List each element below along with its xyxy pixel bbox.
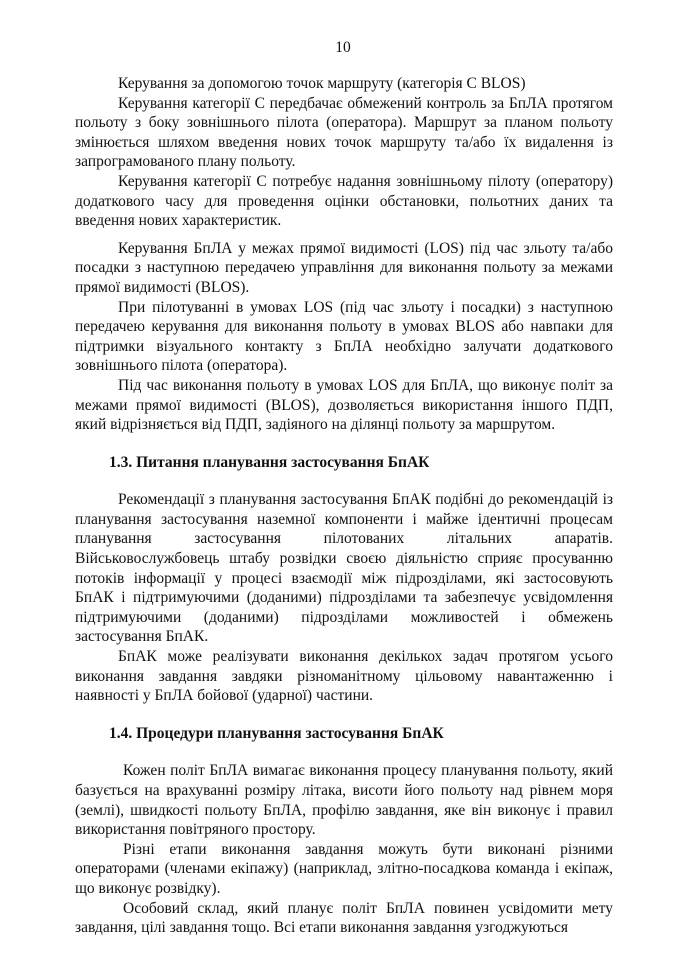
text-line: запрограмованого плану польоту. xyxy=(75,153,296,171)
section xyxy=(75,724,613,938)
text-line: потоків інформації у процесі взаємодії між підрозділами, які застосовують xyxy=(75,569,613,587)
text-line: При пілотуванні в умовах LOS (під час зльоту і посадки) з наступною xyxy=(118,298,613,316)
paragraph xyxy=(75,298,613,376)
text-line: передачею керування для виконання польоту в умовах BLOS або навпаки для xyxy=(75,318,613,336)
paragraph xyxy=(75,647,613,706)
text-line: наявності у БпЛА бойової (ударної) частини. xyxy=(75,687,374,705)
text-line: підтримуючими (доданими) підрозділами можливостей і обмежень xyxy=(75,608,613,626)
document-body xyxy=(75,74,613,938)
text-line: підтримки візуального контакту з БпЛА необхідно залучати додаткового xyxy=(75,337,613,355)
section-gap xyxy=(75,435,613,453)
text-line: завдання, цілі завдання тощо. Всі етапи виконання завдання узгоджуються xyxy=(75,919,569,937)
text-line: посадки з наступною передачею управління для виконання польоту за межами xyxy=(75,259,613,277)
section-gap xyxy=(75,706,613,724)
section-heading: 1.3. Питання планування застосування БпАК xyxy=(109,453,430,471)
text-line: Військовослужбовець штабу розвідки своєю діяльністю сприяє просуванню xyxy=(75,550,613,568)
paragraph xyxy=(75,74,613,94)
text-line: планування застосування пілотованих літальних апаратів. xyxy=(75,530,613,548)
text-line: що виконує розвідку). xyxy=(75,879,221,897)
heading-gap xyxy=(75,743,613,761)
text-line: Під час виконання польоту в умовах LOS для БпЛА, що виконує політ за xyxy=(118,376,613,394)
text-line: Керування за допомогою точок маршруту (категорія C BLOS) xyxy=(118,75,526,92)
text-line: операторами (членами екіпажу) (наприклад, злітно-посадкова команда і екіпаж, xyxy=(75,860,613,878)
text-line: використання повітряного простору. xyxy=(75,821,316,839)
paragraph xyxy=(75,376,613,435)
text-line: БпАК може реалізувати виконання декількох задач протягом усього xyxy=(118,648,613,666)
text-line: змінюється шляхом введення нових точок маршруту та/або їх видалення із xyxy=(75,133,613,151)
section xyxy=(75,74,613,231)
paragraph xyxy=(75,840,613,899)
text-line: БпАК і підтримуючими (доданими) підрозділами та забезпечує усвідомлення xyxy=(75,589,613,607)
text-line: прямої видимості (BLOS). xyxy=(75,278,250,296)
paragraph xyxy=(75,490,613,647)
text-line: Різні етапи виконання завдання можуть бути виконані різними xyxy=(123,840,613,858)
paragraph xyxy=(75,899,613,938)
section xyxy=(75,239,613,435)
text-line: Особовий склад, який планує політ БпЛА повинен усвідомити мету xyxy=(123,899,613,917)
text-line: Кожен політ БпЛА вимагає виконання процесу планування польоту, який xyxy=(123,762,613,780)
text-line: додаткового часу для проведення оцінки обстановки, польотних даних та xyxy=(75,192,613,210)
paragraph xyxy=(75,94,613,172)
heading-gap xyxy=(75,472,613,490)
text-line: зовнішнього пілота (оператора). xyxy=(75,357,288,375)
text-line: Рекомендації з планування застосування БпАК подібні до рекомендацій із xyxy=(118,491,613,509)
text-line: (землі), швидкості польоту БпЛА, профілю завдання, яке він виконує і правил xyxy=(75,801,613,819)
paragraph xyxy=(75,761,613,839)
text-line: базується на врахуванні розміру літака, висоти його польоту над рівнем моря xyxy=(75,782,613,799)
section-gap xyxy=(75,231,613,239)
paragraph xyxy=(75,239,613,298)
text-line: Керування БпЛА у межах прямої видимості (LOS) під час зльоту та/або xyxy=(118,239,613,257)
text-line: Керування категорії С передбачає обмежений контроль за БпЛА протягом xyxy=(118,94,613,112)
text-line: планування застосування наземної компоненти і майже ідентичні процесам xyxy=(75,510,613,528)
section xyxy=(75,453,613,706)
text-line: польоту з боку зовнішнього пілота (оператора). Маршрут за планом польоту xyxy=(75,114,613,132)
text-line: застосування БпАК. xyxy=(75,628,209,646)
text-line: виконання завдання завдяки різноманітному цільовому навантаженню і xyxy=(75,667,613,685)
text-line: межами прямої видимості (BLOS), дозволяється використання іншого ПДП, xyxy=(75,396,613,414)
text-line: введення нових характеристик. xyxy=(75,212,282,230)
page-number: 10 xyxy=(335,39,351,56)
section-heading: 1.4. Процедури планування застосування БпАК xyxy=(109,724,444,742)
text-line: який відрізняється від ПДП, задіяного на ділянці польоту за маршрутом. xyxy=(75,416,556,434)
paragraph xyxy=(75,172,613,231)
text-line: Керування категорії С потребує надання зовнішньому пілоту (оператору) xyxy=(118,172,613,190)
